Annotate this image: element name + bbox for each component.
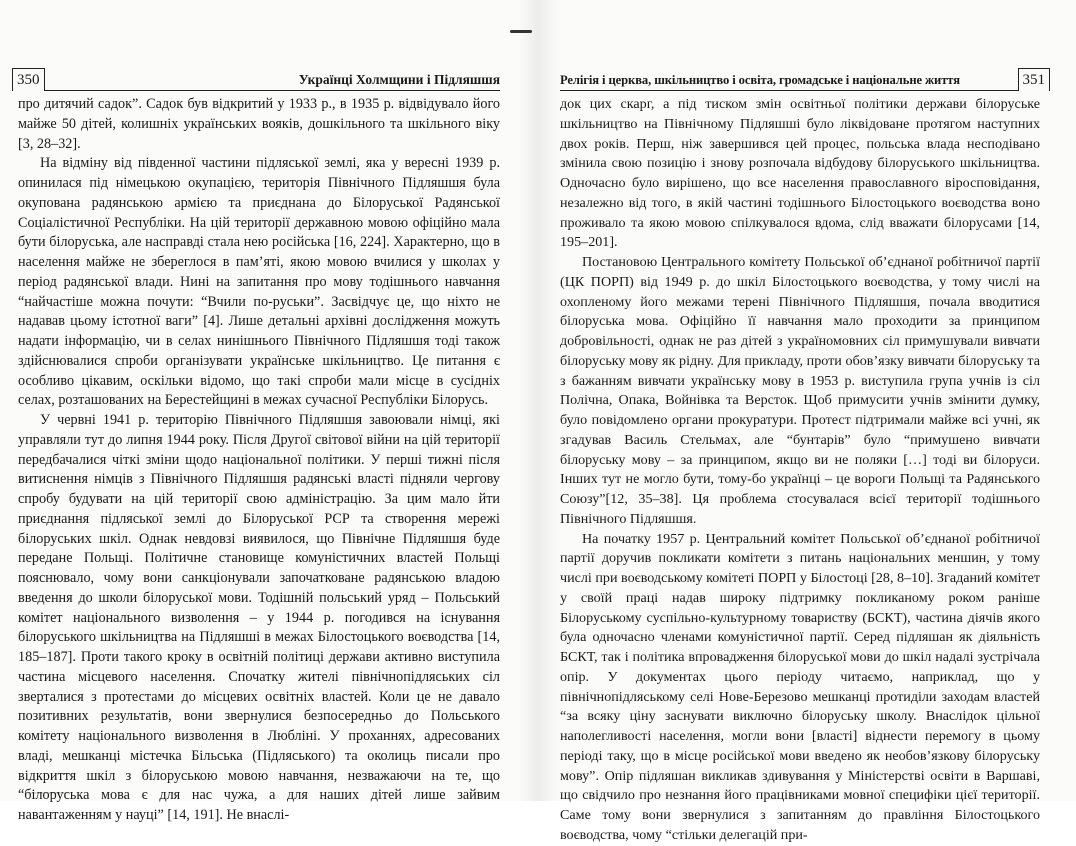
book-gutter	[518, 0, 558, 801]
left-page-number: 350	[12, 68, 45, 91]
left-running-head	[18, 66, 500, 91]
left-page-body	[18, 95, 500, 826]
scan-mark	[510, 30, 532, 33]
paragraph: Постановою Центрального комітету Польської об’єднаної робітничої партії (ЦК ПОРП) від 1949 р. до шкіл Білостоцького воєводства, у тому числі на охопленому його межами терені Північного Підляшшя, почала вводитися білоруська мова. Офіційно її навчання мало проходити за принципом добровільності, однак не раз дітей з україномовних сіл примушували вивчати білоруську мову як рідну. Для прикладу, проти обов’язку вивчати білоруську та з бажанням вивчати українську мову в 1953 р. виступила група учнів із сіл Полічна, Опака, Войнівка та Версток. Щоб примусити учнів змінити думку, було повідомлено органи прокуратури. Протест підтримали майже всі учні, як згадував Василь Стельмах, але “бунтарів” було “примушено вивчати білоруську мову – за принципом, якщо ви не поляки […] тоді ви білоруси. Інших тут не могло бути, тому-бо українці – це вороги Польщі та Радянського Союзу”[12, 35–38]. Ця проблема стосувалася всієї території тодішнього Північного Підляшшя.	[560, 254, 1040, 527]
paragraph: На початку 1957 р. Центральний комітет Польської об’єднаної робітничої партії доручив покликати комітети з питань національних меншин, у тому числі при воєводському комітеті ПОРП у Білостоці [28, 8–10]. Згаданий комітет у своїй праці надав широку підтримку покликаному роком раніше Білоруському суспільно-культурному товариству (БСКТ), частина діячів якого була одночасно членами комуністичної партії. Серед підляшан як діяльність БСКТ, так і політика впровадження білоруської мови до шкіл надалі зустрічала опір. У документах цього періоду читаємо, наприклад, що у північнопідляському селі Нове-Березово мешканці протиділи заходам властей “за всяку ціну заснувати виключно білоруську школу. Внаслідок цільної наполегливості населення, могли вони [власті] віднести перемогу в цьому періоді таку, що в місце російської мови введено як необов’язкову білоруську мову”. Опір підляшан викликав здивування у Міністерстві освіти в Варшаві, що свідчило про незнання його працівниками мовної специфіки цієї території. Саме тому вони звернулися з запитанням до правління Білостоцького воєводства, чому “стільки делегацій при-	[560, 530, 1040, 843]
right-running-head-title: Релігія і церква, шкільництво і освіта, громадське і національне життя	[560, 73, 960, 87]
paragraph: На відміну від південної частини підляської землі, яка у вересні 1939 р. опинилася під німецькою окупацією, територія Північного Підляшшя була окупована радянською армією та приєднана до Білоруської Радянської Соціалістичної Республіки. На цій території державною мовою офіційно мала бути білоруська, але насправді стала нею російська [16, 224]. Характерно, що в населення майже не збереглося в пам’яті, якою мовою вчилися у школах у період радянської влади. Нині на запитання про мову тодішнього навчання “найчастіше можна почути: “Вчили по-руськи”. Засвідчує це, що ніхто не надавав цьому істотної ваги” [4]. Лише детальні архівні дослідження можуть надати інформацію, чи в селах нинішнього Північного Підляшшя тоді також здійснювалися спроби організувати українське шкільництво. Це питання є особливо цікавим, оскільки відомо, що такі спроби мали місце в сусідніх селах, розташованих на Берестейщині в межах сучасної Республіки Білорусь.	[18, 155, 500, 409]
right-running-head	[560, 66, 1045, 91]
left-page	[18, 66, 500, 826]
paragraph: У червні 1941 р. територію Північного Підляшшя завоювали німці, які управляли тут до липня 1944 року. Після Другої світової війни на цій території передбачалися чіткі зміни щодо національної політики. У перші тижні після витиснення німців з Північного Підляшшя радянські власті підняли чергову спробу будувати на цій території свою адміністрацію. За цим мало йти приєднання підляської землі до Білоруської РСР та створення мережі білоруських шкіл. Однак невдовзі виявилося, що Північне Підляшшя буде передане Польщі. Політичне становище комуністичних властей Польщі пояснювало, чому вони санкціонували започатковане радянською владою введення до школи білоруської мови. Тодішній польський уряд – Польський комітет національного визволення – у 1944 р. погодився на існування білоруського шкільництва на Підляшші в межах Білостоцького воєводства [14, 185–187]. Проти такого кроку в освітній політиці держави активно виступила частина місцевого населення. Спочатку жителі північнопідляських сіл зверталися з протестами до місцевих освітніх властей. Коли це не давало позитивних результатів, вони звернулися безпосередньо до Польського комітету національного визволення в Любліні. У проханнях, адресованих владі, мешканці містечка Більська (Підляського) та околиць писали про відкриття шкіл з білоруською мовою навчання, незважаючи на те, що “білоруська мова є для нас чужа, а для наших дітей лише зайвим навантаженням у науці” [14, 191]. Не внаслі-	[18, 412, 500, 823]
paragraph: про дитячий садок”. Садок був відкритий у 1933 р., в 1935 р. відвідувало його майже 50 дітей, колишніх українських вояків, дошкільного та шкільного віку [3, 28–32].	[18, 96, 500, 152]
right-page-body	[560, 95, 1040, 846]
left-running-head-title: Українці Холмщини і Підляшшя	[298, 72, 500, 87]
paragraph: док цих скарг, а під тиском змін освітньої політики держави білоруське шкільництво на Північному Підляшші було ліквідоване протягом наступних двох років. Перш, ніж завершився цей процес, польська влада несподівано змінила свою позицію і знову розпочала відбудову білоруського шкільництва. Одночасно було вирішено, що все населення православного віросповідання, незалежно від того, в якій частині тодішнього Білостоцького воєводства воно проживало та якою мовою спілкувалося вдома, слід вважати білорусами [14, 195–201].	[560, 96, 1040, 251]
right-page-number: 351	[1018, 68, 1051, 91]
right-page	[560, 66, 1045, 846]
